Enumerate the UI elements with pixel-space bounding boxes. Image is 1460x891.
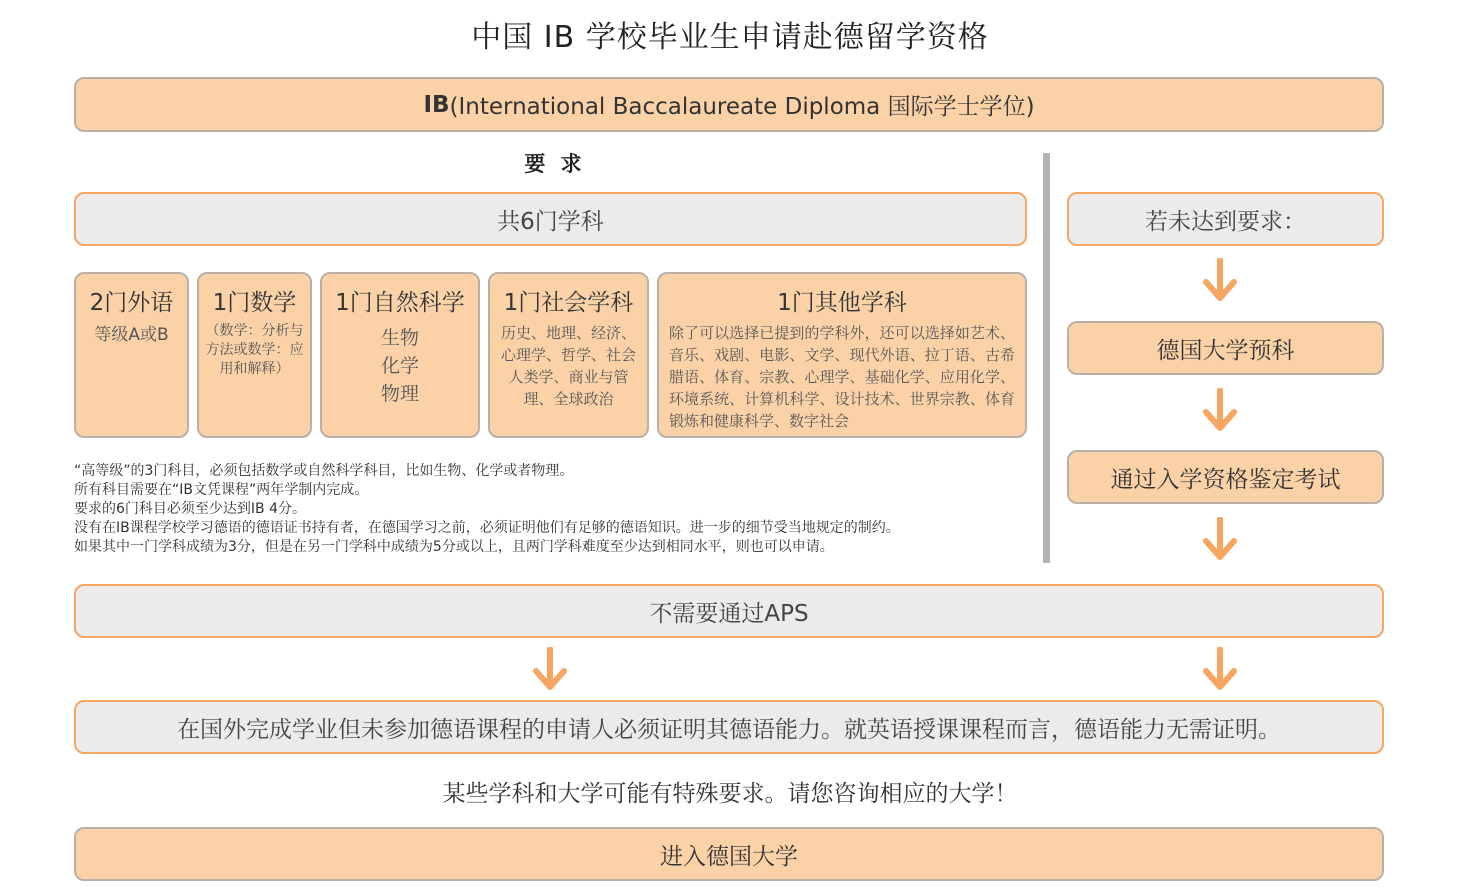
subject-card-foreign-languages	[74, 272, 189, 438]
subject-body: 历史、地理、经济、心理学、哲学、社会人类学、商业与管理、全球政治	[500, 324, 636, 408]
note-item: 如果其中一门学科成绩为3分，但是在另一门学科中成绩为5分或以上，且两门学科难度至少达到相同水平，则也可以申请。	[74, 539, 834, 555]
subject-card-other	[657, 272, 1027, 438]
subject-card-math	[197, 272, 312, 438]
vertical-divider	[1043, 153, 1050, 563]
notes-list	[74, 462, 1034, 557]
subject-body: 除了可以选择已提到的学科外，还可以选择如艺术、音乐、戏剧、电影、文学、现代外语、拉丁语、古希腊语、体育、宗教、心理学、基础化学、应用化学、环境系统、计算机科学、设计技术、世界宗教、体育锻炼和健康科学、数字社会	[669, 324, 1015, 430]
subject-line: 化学	[380, 355, 419, 377]
subject-line: 生物	[380, 327, 419, 349]
requirements-label: 要 求	[524, 152, 586, 176]
subject-title: 1门自然科学	[335, 290, 465, 316]
total-subjects-box: 共6门学科	[74, 192, 1027, 246]
not-met-box: 若未达到要求：	[1067, 192, 1384, 246]
subject-title: 1门社会学科	[503, 290, 634, 316]
prep-course-box: 德国大学预科	[1067, 321, 1384, 375]
subject-title: 2门外语	[89, 290, 174, 316]
note-item: 要求的6门科目必须至少达到IB 4分。	[74, 501, 306, 517]
note-item: 所有科目需要在“IB文凭课程”两年学制内完成。	[74, 482, 369, 498]
subject-line: 物理	[380, 383, 419, 405]
ib-banner-text: (International Baccalaureate Diploma 国际学士学位)	[449, 94, 1035, 120]
entrance-exam-box: 通过入学资格鉴定考试	[1067, 450, 1384, 504]
arrow-down-icon	[1200, 388, 1240, 434]
arrow-down-icon	[1200, 517, 1240, 563]
note-item: 没有在IB课程学校学习德语的德语证书持有者，在德国学习之前，必须证明他们有足够的德语知识。进一步的细节受当地规定的制约。	[74, 520, 900, 536]
enter-university-box: 进入德国大学	[74, 827, 1384, 881]
arrow-down-icon	[530, 647, 570, 693]
subject-card-social-science	[488, 272, 649, 438]
subject-title: 1门其他学科	[777, 290, 907, 316]
note-item: “高等级”的3门科目，必须包括数学或自然科学科目，比如生物、化学或者物理。	[74, 463, 574, 479]
ib-banner-bold: IB	[423, 91, 450, 118]
special-requirements-note: 某些学科和大学可能有特殊要求。请您咨询相应的大学！	[442, 781, 1018, 807]
subject-body: 等级A或B	[94, 325, 169, 345]
subject-card-natural-science	[320, 272, 480, 438]
no-aps-box: 不需要通过APS	[74, 584, 1384, 638]
subject-body: （数学：分析与方法或数学：应用和解释）	[205, 323, 304, 377]
arrow-down-icon	[1200, 258, 1240, 304]
arrow-down-icon	[1200, 647, 1240, 693]
ib-banner	[74, 77, 1384, 132]
subject-title: 1门数学	[212, 290, 297, 316]
page-title: 中国 IB 学校毕业生申请赴德留学资格	[471, 20, 989, 55]
german-proof-box: 在国外完成学业但未参加德语课程的申请人必须证明其德语能力。就英语授课课程而言，德语能力无需证明。	[74, 700, 1384, 754]
